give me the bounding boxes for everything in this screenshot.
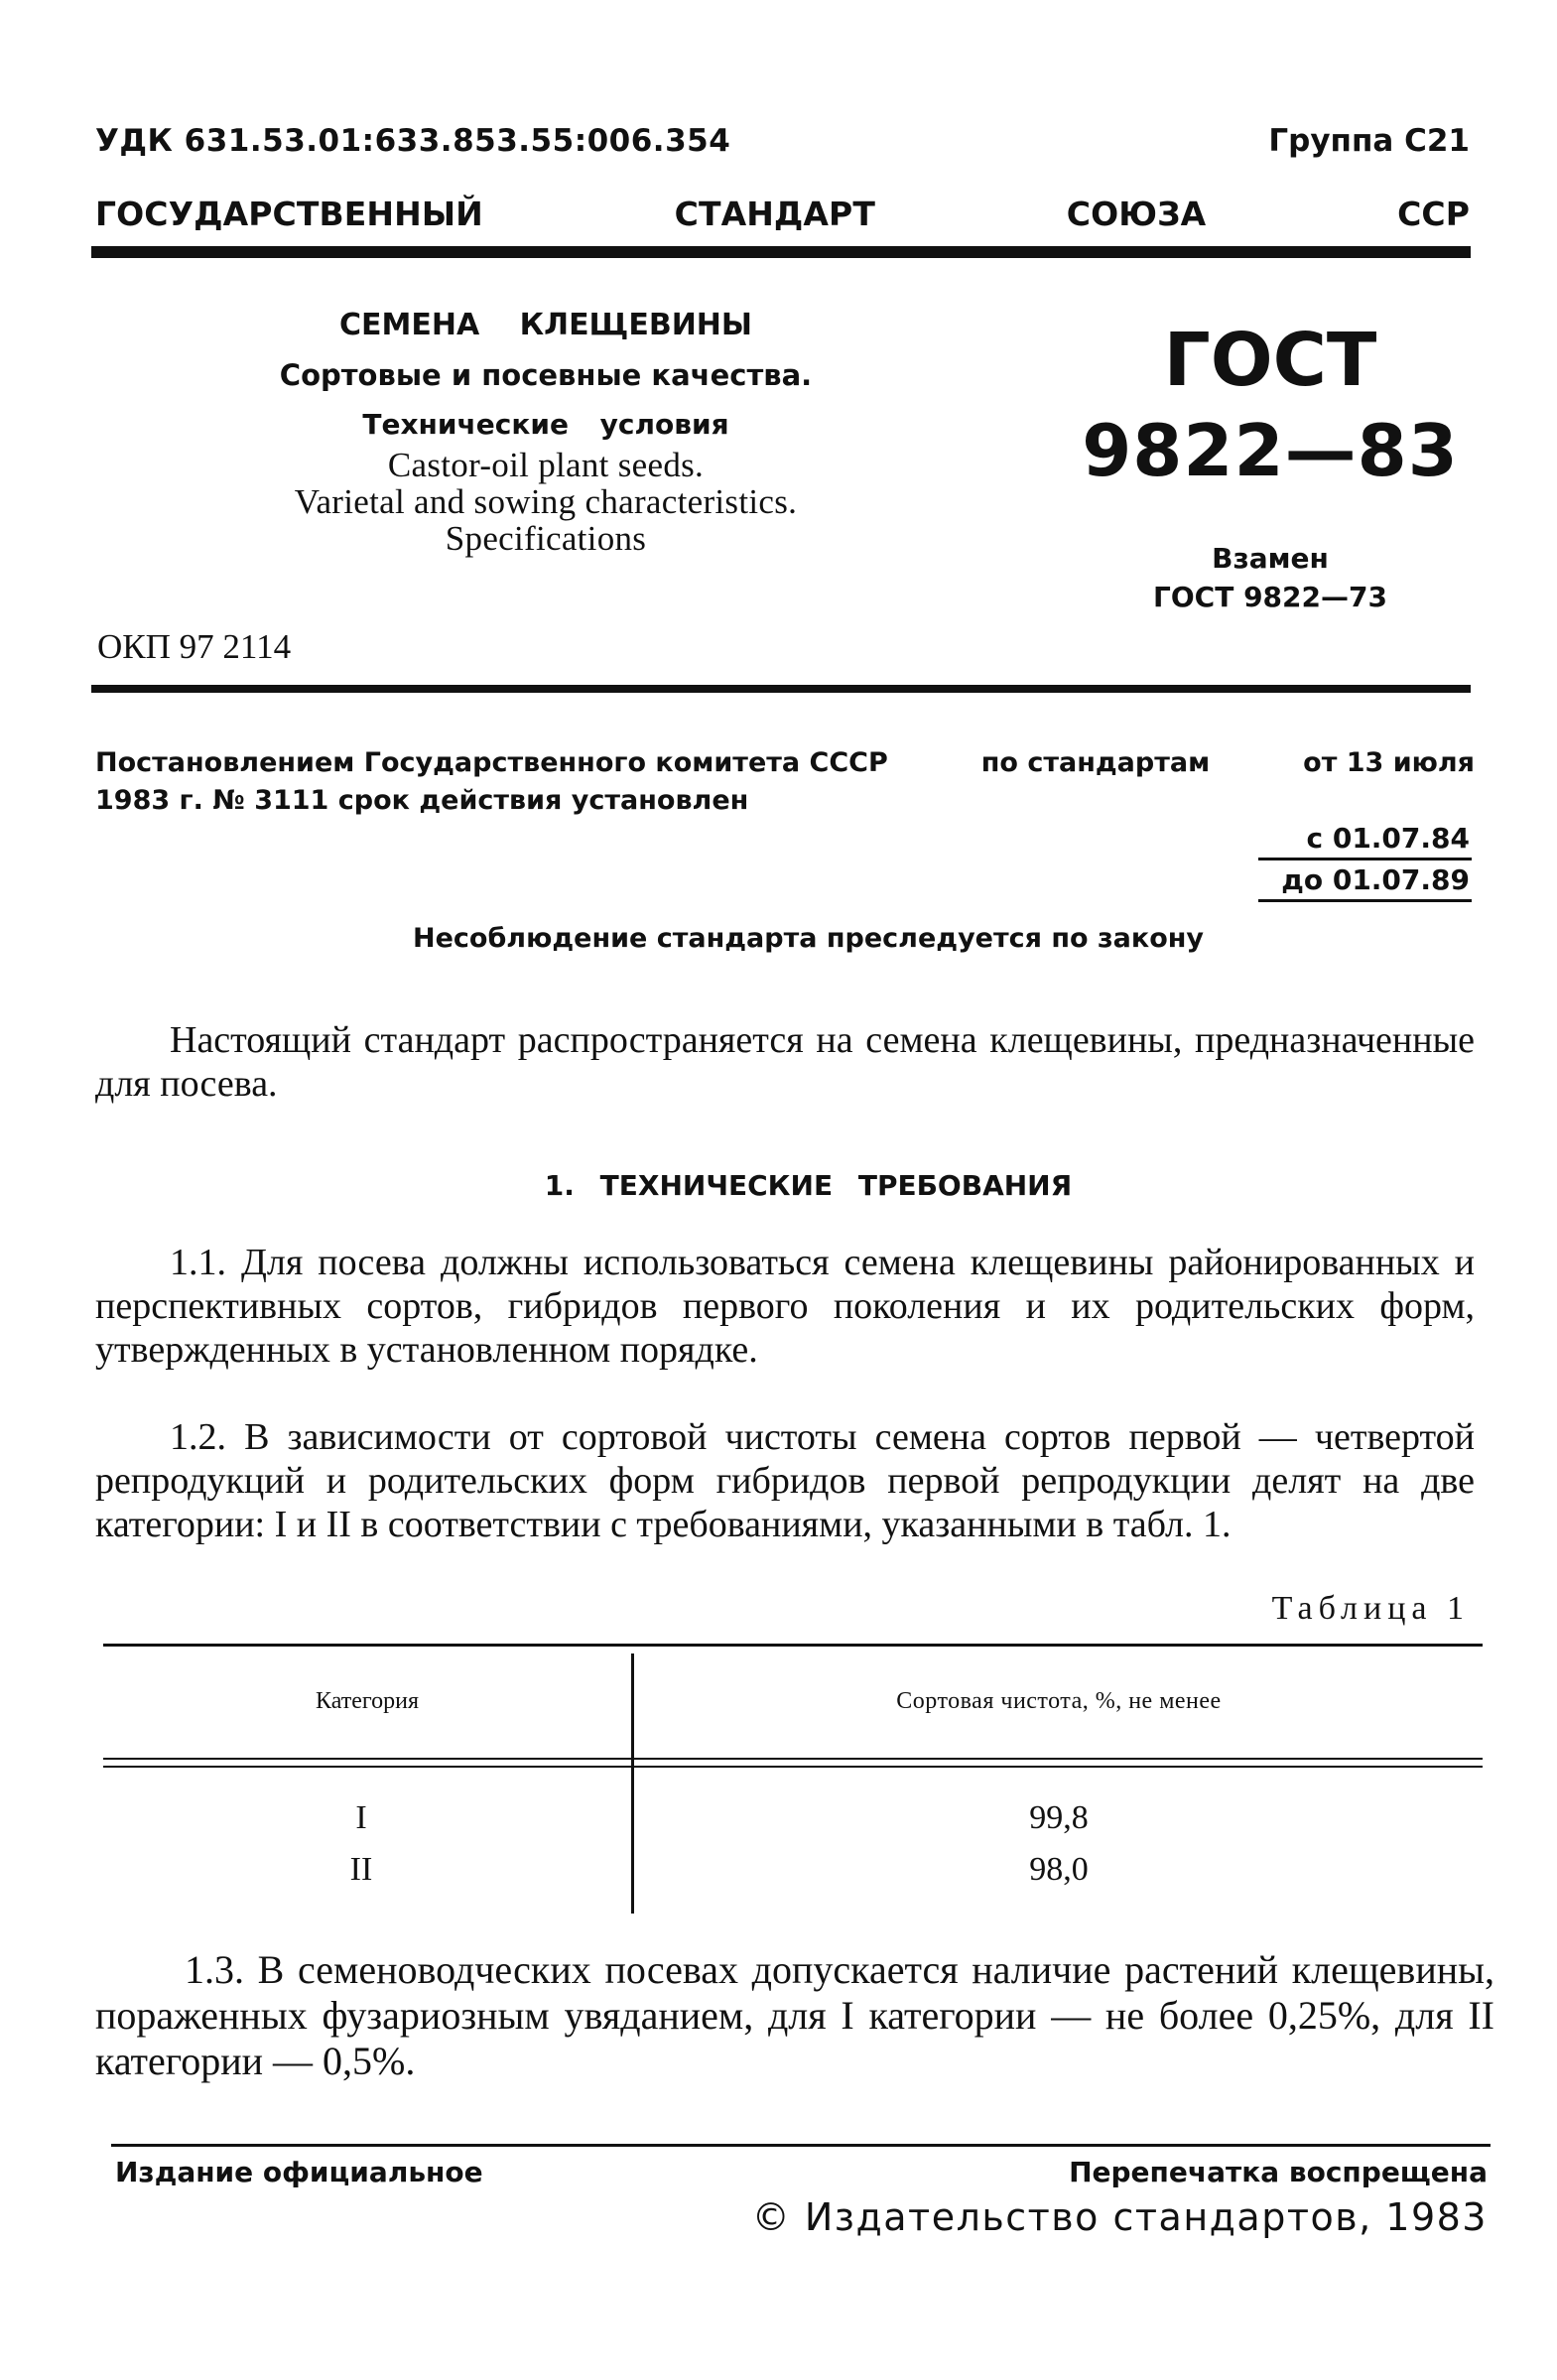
table-cell-category: I	[355, 1799, 367, 1836]
title-rule	[91, 685, 1471, 693]
banner-word: СОЮЗА	[1066, 195, 1207, 233]
decree-text: 1983 г. № 3111 срок действия установлен	[95, 785, 749, 816]
paragraph-1-2: 1.2. В зависимости от сортовой чистоты семена сортов первой — четвертой репродукций и родительских форм гибридов первой репродукции делят на две категории: I и II в соответствии с требованиями, указанными в табл. 1.	[95, 1416, 1475, 1545]
header-rule	[91, 246, 1471, 258]
title-block	[198, 308, 893, 557]
table-header-rule	[103, 1758, 1483, 1760]
table-header-rule	[103, 1766, 1483, 1768]
table-top-rule	[103, 1644, 1483, 1647]
table-caption: Таблица 1	[1271, 1590, 1470, 1627]
table-cell-category: II	[349, 1851, 373, 1888]
table-header-category: Категория	[316, 1688, 419, 1714]
decree-text: Постановлением Государственного комитета СССР	[95, 747, 888, 778]
group-code: Группа С21	[1268, 123, 1470, 159]
banner-word: СТАНДАРТ	[674, 195, 875, 233]
udc-code: УДК 631.53.01:633.853.55:006.354	[95, 123, 731, 159]
table-cell-purity: 98,0	[1029, 1851, 1089, 1888]
decree-text: от 13 июля	[1303, 747, 1475, 778]
decree	[95, 744, 1475, 820]
english-title-line: Specifications	[445, 519, 647, 558]
official-edition-label: Издание официальное	[115, 2156, 483, 2188]
english-title-line: Varietal and sowing characteristics.	[294, 482, 798, 521]
valid-to-date: до 01.07.89	[1281, 863, 1470, 896]
date-underline	[1258, 899, 1472, 902]
reprint-notice: Перепечатка воспрещена	[1069, 2156, 1488, 2188]
category-column	[103, 1792, 619, 1896]
state-standard-banner	[95, 195, 1470, 233]
table-cell-purity: 99,8	[1029, 1799, 1089, 1836]
section-heading: 1. ТЕХНИЧЕСКИЕ ТРЕБОВАНИЯ	[544, 1169, 1073, 1202]
english-title-line: Castor-oil plant seeds.	[387, 446, 705, 484]
replaces-value: ГОСТ 9822—73	[1153, 581, 1387, 613]
document-subtitle-2: Технические условия	[362, 408, 729, 441]
banner-word: ГОСУДАРСТВЕННЫЙ	[95, 195, 483, 233]
gost-label: ГОСТ	[1163, 318, 1377, 403]
valid-from-date: с 01.07.84	[1306, 822, 1470, 855]
legal-notice: Несоблюдение стандарта преследуется по закону	[412, 923, 1205, 954]
table-column-divider	[631, 1653, 634, 1914]
replaces-label: Взамен	[1212, 542, 1329, 575]
footer-rule	[111, 2144, 1491, 2147]
paragraph-1-1: 1.1. Для посева должны использоваться семена клещевины районированных и перспективных сортов, гибридов первого поколения и их родительских форм, утвержденных в установленном порядке.	[95, 1242, 1475, 1371]
table-header-purity: Сортовая чистота, %, не менее	[896, 1688, 1222, 1714]
intro-paragraph: Настоящий стандарт распространяется на семена клещевины, предназначенные для посева.	[95, 1019, 1475, 1105]
decree-text: по стандартам	[980, 747, 1211, 778]
document-subtitle: Сортовые и посевные качества.	[279, 358, 813, 392]
publisher-copyright: © Издательство стандартов, 1983	[751, 2195, 1488, 2239]
gost-block	[1072, 318, 1469, 613]
date-underline	[1258, 858, 1472, 860]
purity-column	[635, 1792, 1483, 1896]
paragraph-1-3: 1.3. В семеноводческих посевах допускается наличие растений клещевины, пораженных фузариозным увяданием, для I категории — не более 0,25%, для II категории — 0,5%.	[95, 1947, 1494, 2083]
okp-code: ОКП 97 2114	[97, 627, 292, 666]
gost-number: 9822—83	[1082, 409, 1459, 492]
banner-word: ССР	[1397, 195, 1470, 233]
document-title: СЕМЕНА КЛЕЩЕВИНЫ	[339, 308, 752, 342]
